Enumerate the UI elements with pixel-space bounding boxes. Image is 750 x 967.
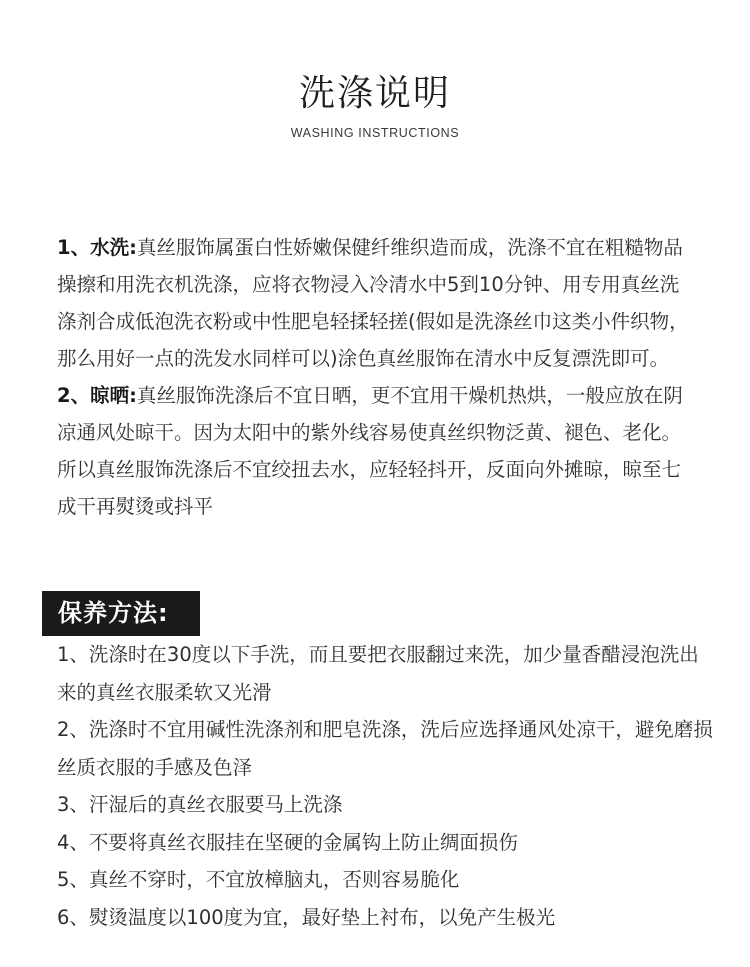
care-item: 3、汗湿后的真丝衣服要马上洗涤	[57, 793, 343, 816]
care-item: 2、洗涤时不宜用碱性洗涤剂和肥皂洗涤，洗后应选择通风处凉干，避免磨损丝质衣服的手感及色泽	[57, 718, 713, 779]
page-title: 洗涤说明	[298, 73, 451, 114]
wash-section-water	[57, 229, 697, 377]
care-item: 6、熨烫温度以100度为宜，最好垫上衬布，以免产生极光	[57, 905, 556, 929]
page-subtitle: WASHING INSTRUCTIONS	[290, 126, 460, 140]
care-heading-badge: 保养方法:	[42, 591, 200, 636]
wash-section-label: 2、晾晒:	[57, 384, 137, 407]
care-item: 5、真丝不穿时，不宜放樟脑丸，否则容易脆化	[57, 868, 460, 891]
care-item: 1、洗涤时在30度以下手洗，而且要把衣服翻过来洗，加少量香醋浸泡洗出来的真丝衣服柔软又光滑	[57, 643, 699, 704]
care-list	[57, 636, 717, 936]
wash-section-label: 1、水洗:	[57, 236, 137, 259]
wash-section-drying	[57, 377, 697, 525]
wash-section-text: 真丝服饰属蛋白性娇嫩保健纤维织造而成，洗涤不宜在粗糙物品操擦和用洗衣机洗涤，应将衣物浸入冷清水中5到10分钟、用专用真丝洗涤剂合成低泡洗衣粉或中性肥皂轻揉轻搓(假如是洗涤丝巾这类小件织物，那么用好一点的洗发水同样可以)涂色真丝服饰在清水中反复漂洗即可。	[57, 236, 689, 370]
page-header	[0, 70, 750, 142]
washing-instructions	[57, 229, 697, 525]
wash-section-text: 真丝服饰洗涤后不宜日晒，更不宜用干燥机热烘，一般应放在阴凉通风处晾干。因为太阳中的紫外线容易使真丝织物泛黄、褪色、老化。所以真丝服饰洗涤后不宜绞扭去水，应轻轻抖开，反面向外摊晾，晾至七成干再熨烫或抖平	[57, 384, 683, 518]
care-item: 4、不要将真丝衣服挂在坚硬的金属钩上防止绸面损伤	[57, 830, 518, 854]
